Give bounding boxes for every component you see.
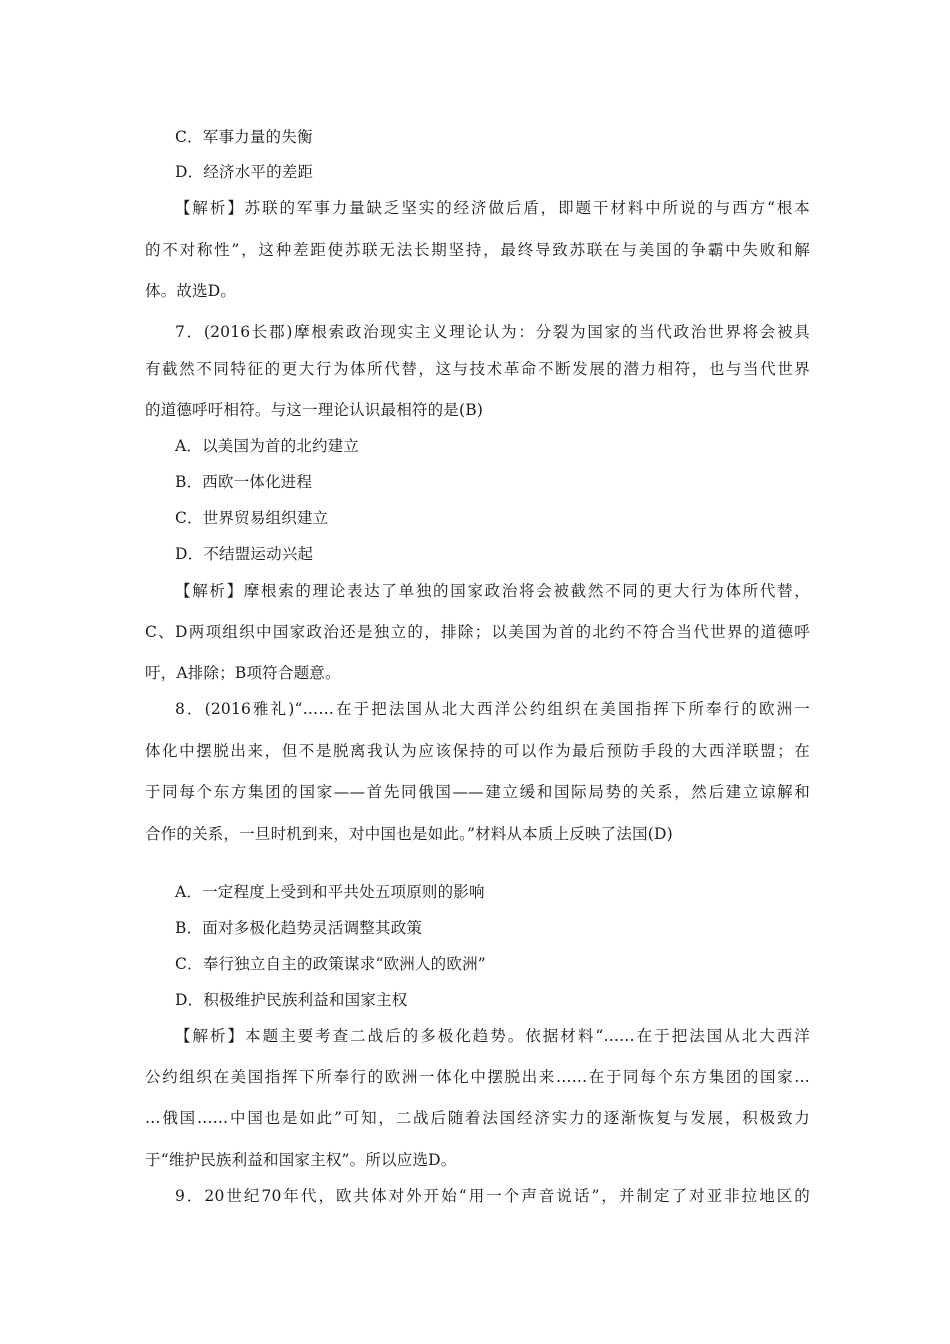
q7-option-a: A．以美国为首的北约建立 [175,437,360,455]
q8-stem-line-2: 体化中摆脱出来，但不是脱离我认为应该保持的可以作为最后预防手段的大西洋联盟；在 [145,742,810,760]
q6-analysis-line-3: 体。故选D。 [145,282,237,300]
q8-option-d: D．积极维护民族利益和国家主权 [175,991,408,1009]
q6-option-c: C．军事力量的失衡 [175,128,313,146]
q8-analysis-line-2: 公约组织在美国指挥下所奉行的欧洲一体化中摆脱出来……在于同每个东方集团的国家… [145,1068,810,1086]
q7-option-c: C．世界贸易组织建立 [175,509,329,527]
q9-stem-line-1: 9．20世纪70年代，欧共体对外开始“用一个声音说话”，并制定了对亚非拉地区的 [175,1187,810,1205]
q7-stem-line-2: 有截然不同特征的更大行为体所代替，这与技术革命不断发展的潜力相符，也与当代世界 [145,360,810,378]
q7-option-d: D．不结盟运动兴起 [175,545,314,563]
q7-stem-line-3: 的道德呼吁相符。与这一理论认识最相符的是(B) [145,401,484,419]
q8-stem-line-3: 于同每个东方集团的国家——首先同俄国——建立缓和国际局势的关系，然后建立谅解和 [145,783,810,801]
q8-analysis-line-3: …俄国……中国也是如此”可知，二战后随着法国经济实力的逐渐恢复与发展，积极致力 [145,1109,810,1127]
q7-analysis-line-3: 吁，A排除；B项符合题意。 [145,664,341,682]
q8-option-b: B．面对多极化趋势灵活调整其政策 [175,919,423,937]
q8-analysis-line-1: 【解析】本题主要考查二战后的多极化趋势。依据材料“……在于把法国从北大西洋 [175,1027,810,1045]
q8-option-a: A．一定程度上受到和平共处五项原则的影响 [175,883,485,901]
q8-stem-line-1: 8．(2016雅礼)“……在于把法国从北大西洋公约组织在美国指挥下所奉行的欧洲一 [175,700,810,718]
q7-stem-line-1: 7．(2016长郡)摩根索政治现实主义理论认为：分裂为国家的当代政治世界将会被具 [175,323,810,341]
q8-stem-line-4: 合作的关系，一旦时机到来，对中国也是如此。”材料从本质上反映了法国(D) [145,825,673,843]
q8-analysis-line-4: 于“维护民族利益和国家主权”。所以应选D。 [145,1151,457,1169]
q7-option-b: B．西欧一体化进程 [175,473,313,491]
q6-option-d: D．经济水平的差距 [175,163,314,181]
q8-option-c: C．奉行独立自主的政策谋求“欧洲人的欧洲” [175,955,486,973]
q6-analysis-line-2: 的不对称性”，这种差距使苏联无法长期坚持，最终导致苏联在与美国的争霸中失败和解 [145,241,810,259]
q7-analysis-line-2: C、D两项组织中国家政治还是独立的，排除；以美国为首的北约不符合当代世界的道德呼 [145,623,810,641]
q7-analysis-line-1: 【解析】摩根索的理论表达了单独的国家政治将会被截然不同的更大行为体所代替， [175,582,810,600]
q6-analysis-line-1: 【解析】苏联的军事力量缺乏坚实的经济做后盾，即题干材料中所说的与西方“根本 [175,199,810,217]
